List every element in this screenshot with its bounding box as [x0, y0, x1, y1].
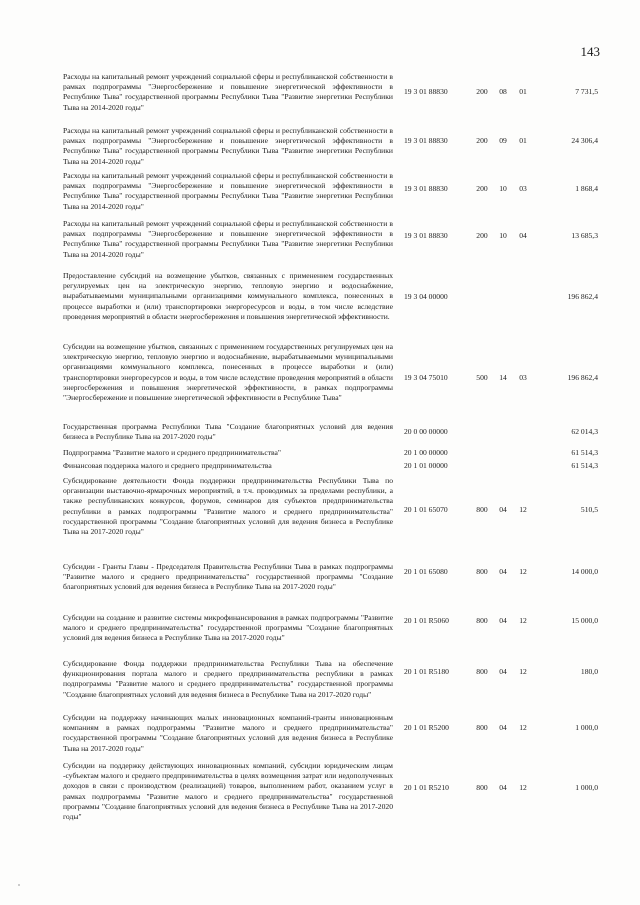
row-amount: 196 862,4 [567, 373, 598, 382]
row-amount: 61 514,3 [571, 461, 598, 470]
row-amount: 1 868,4 [575, 184, 598, 193]
row-subsection: 01 [519, 136, 527, 145]
row-amount: 15 000,0 [571, 616, 598, 625]
row-subsection: 12 [519, 667, 527, 676]
row-amount: 1 000,0 [575, 723, 598, 732]
row-amount: 62 014,3 [571, 427, 598, 436]
row-description: Субсидирование деятельности Фонда поддержки предпринимательства Республики Тыва по организации выставочно-ярмарочных мероприятий, в т.ч. проводимых за пределами республики, а также республиканских конкурсов, форумов, семинаров для субъектов предпринимательства республики в рамках подпрограммы "Развитие малого и среднего предпринимательства" государственной программы "Создание благоприятных условий для ведения бизнеса в Республике Тыва на 2017-2020 годы" [63, 476, 393, 537]
row-code: 20 1 01 65080 [404, 567, 448, 576]
row-description: Расходы на капитальный ремонт учреждений социальной сферы и республиканской собственности в рамках подпрограммы "Энергосбережение и повышение энергетической эффективности в Республике Тыва" государственной программы Республики Тыва "Развитие энергетики Республики Тыва на 2014-2020 годы" [63, 126, 393, 166]
row-section: 04 [499, 505, 507, 514]
row-code: 20 1 01 R5060 [404, 616, 449, 625]
row-code: 20 1 00 00000 [404, 448, 448, 457]
row-amount: 510,5 [580, 505, 598, 514]
row-expense-type: 200 [476, 184, 488, 193]
row-subsection: 12 [519, 505, 527, 514]
row-section: 09 [499, 136, 507, 145]
row-code: 20 1 01 R5210 [404, 783, 449, 792]
row-code: 20 1 01 R5200 [404, 723, 449, 732]
row-code: 20 1 01 00000 [404, 461, 448, 470]
page-number: 143 [580, 44, 600, 59]
row-subsection: 04 [519, 231, 527, 240]
row-section: 10 [499, 184, 507, 193]
row-description: Субсидии - Гранты Главы - Председателя Правительства Республики Тыва в рамках подпрограммы "Развитие малого и среднего предпринимательства" государственной программы "Создание благоприятных условий для ведения бизнеса в Республике Тыва на 2017-2020 годы" [63, 562, 393, 592]
row-amount: 14 000,0 [571, 567, 598, 576]
row-code: 19 3 01 88830 [404, 231, 448, 240]
row-subsection: 12 [519, 723, 527, 732]
row-description: Предоставление субсидий на возмещение убытков, связанных с применением государственных регулируемых цен на электрическую энергию, тепловую энергию и водоснабжение, вырабатываемыми муниципальными организациями коммунального комплекса, понесенных в процессе выработки и (или) транспортировки энергоресурсов и воды, в том числе вследствие проведения мероприятий в области энергосбережения и повышения энергетической эффективности. [63, 271, 393, 321]
row-section: 10 [499, 231, 507, 240]
row-subsection: 01 [519, 87, 527, 96]
row-code: 20 0 00 00000 [404, 427, 448, 436]
row-amount: 13 685,3 [571, 231, 598, 240]
row-description: Подпрограмма "Развитие малого и среднего предпринимательства" [63, 448, 281, 457]
row-subsection: 12 [519, 616, 527, 625]
row-code: 20 1 01 R5180 [404, 667, 449, 676]
row-expense-type: 800 [476, 567, 488, 576]
row-expense-type: 800 [476, 667, 488, 676]
row-expense-type: 800 [476, 783, 488, 792]
row-description: Расходы на капитальный ремонт учреждений социальной сферы и республиканской собственности в рамках подпрограммы "Энергосбережение и повышение энергетической эффективности в Республике Тыва" государственной программы Республики Тыва "Развитие энергетики Республики Тыва на 2014-2020 годы" [63, 72, 393, 112]
row-section: 04 [499, 783, 507, 792]
row-section: 04 [499, 723, 507, 732]
row-section: 14 [499, 373, 507, 382]
row-description: Субсидии на поддержку действующих инновационных компаний, субсидии юридическим лицам -субъектам малого и среднего предпринимательства в целях возмещения затрат или недополученных доходов в связи с производством (реализацией) товаров, выполнением работ, оказанием услуг в рамках подпрограммы "Развитие малого и среднего предпринимательства" государственной программы "Создание благоприятных условий для ведения бизнеса в Республике Тыва на 2017-2020 годы" [63, 761, 393, 822]
row-description: Субсидии на создание и развитие системы микрофинансирования в рамках подпрограммы "Развитие малого и среднего предпринимательства" государственной программы "Создание благоприятных условий для ведения бизнеса в Республике Тыва на 2017-2020 годы" [63, 613, 393, 643]
row-description: Субсидирование Фонда поддержки предпринимательства Республики Тыва на обеспечение функционирования портала малого и среднего предпринимательства республики в рамках подпрограммы "Развитие малого и среднего предпринимательства" государственной программы "Создание благоприятных условий для ведения бизнеса в Республике Тыва на 2017-2020 годы" [63, 659, 393, 699]
row-code: 19 3 04 75010 [404, 373, 448, 382]
row-section: 04 [499, 616, 507, 625]
row-subsection: 12 [519, 783, 527, 792]
row-subsection: 12 [519, 567, 527, 576]
row-description: Расходы на капитальный ремонт учреждений социальной сферы и республиканской собственности в рамках подпрограммы "Энергосбережение и повышение энергетической эффективности в Республике Тыва" государственной программы Республики Тыва "Развитие энергетики Республики Тыва на 2014-2020 годы" [63, 219, 393, 259]
row-description: Государственная программа Республики Тыва "Создание благоприятных условий для ведения бизнеса в Республике Тыва на 2017-2020 годы" [63, 422, 393, 442]
row-code: 19 3 01 88830 [404, 136, 448, 145]
row-code: 19 3 01 88830 [404, 87, 448, 96]
row-code: 19 3 04 00000 [404, 292, 448, 301]
row-amount: 7 731,5 [575, 87, 598, 96]
row-subsection: 03 [519, 184, 527, 193]
row-code: 19 3 01 88830 [404, 184, 448, 193]
row-amount: 196 862,4 [567, 292, 598, 301]
row-expense-type: 800 [476, 505, 488, 514]
row-description: Финансовая поддержка малого и среднего предпринимательства [63, 461, 272, 470]
row-expense-type: 500 [476, 373, 488, 382]
row-expense-type: 800 [476, 723, 488, 732]
row-description: Субсидии на возмещение убытков, связанных с применением государственных регулируемых цен на электрическую энергию, тепловую энергию и водоснабжение, вырабатываемыми муниципальными организациями коммунального комплекса, понесенных в процессе выработки и (или) транспортировки энергоресурсов и воды, в том числе вследствие проведения мероприятий в области энергосбережения и повышения энергетической эффективности, в рамках подпрограммы "Энергосбережение и повышение энергетической эффективности в Республике Тыва" [63, 342, 393, 403]
row-code: 20 1 01 65070 [404, 505, 448, 514]
row-section: 04 [499, 667, 507, 676]
row-expense-type: 200 [476, 87, 488, 96]
scan-speck [18, 884, 20, 886]
row-amount: 180,0 [580, 667, 598, 676]
row-amount: 1 000,0 [575, 783, 598, 792]
row-description: Субсидии на поддержку начинающих малых инновационных компаний-гранты инновационным компаниям в рамках подпрограммы "Развитие малого и среднего предпринимательства" государственной программы "Создание благоприятных условий для ведения бизнеса в Республике Тыва на 2017-2020 годы" [63, 713, 393, 753]
row-expense-type: 200 [476, 231, 488, 240]
row-section: 08 [499, 87, 507, 96]
row-amount: 61 514,3 [571, 448, 598, 457]
row-section: 04 [499, 567, 507, 576]
row-amount: 24 306,4 [571, 136, 598, 145]
row-expense-type: 200 [476, 136, 488, 145]
row-description: Расходы на капитальный ремонт учреждений социальной сферы и республиканской собственности в рамках подпрограммы "Энергосбережение и повышение энергетической эффективности в Республике Тыва" государственной программы Республики Тыва "Развитие энергетики Республики Тыва на 2014-2020 годы" [63, 171, 393, 211]
row-subsection: 03 [519, 373, 527, 382]
row-expense-type: 800 [476, 616, 488, 625]
